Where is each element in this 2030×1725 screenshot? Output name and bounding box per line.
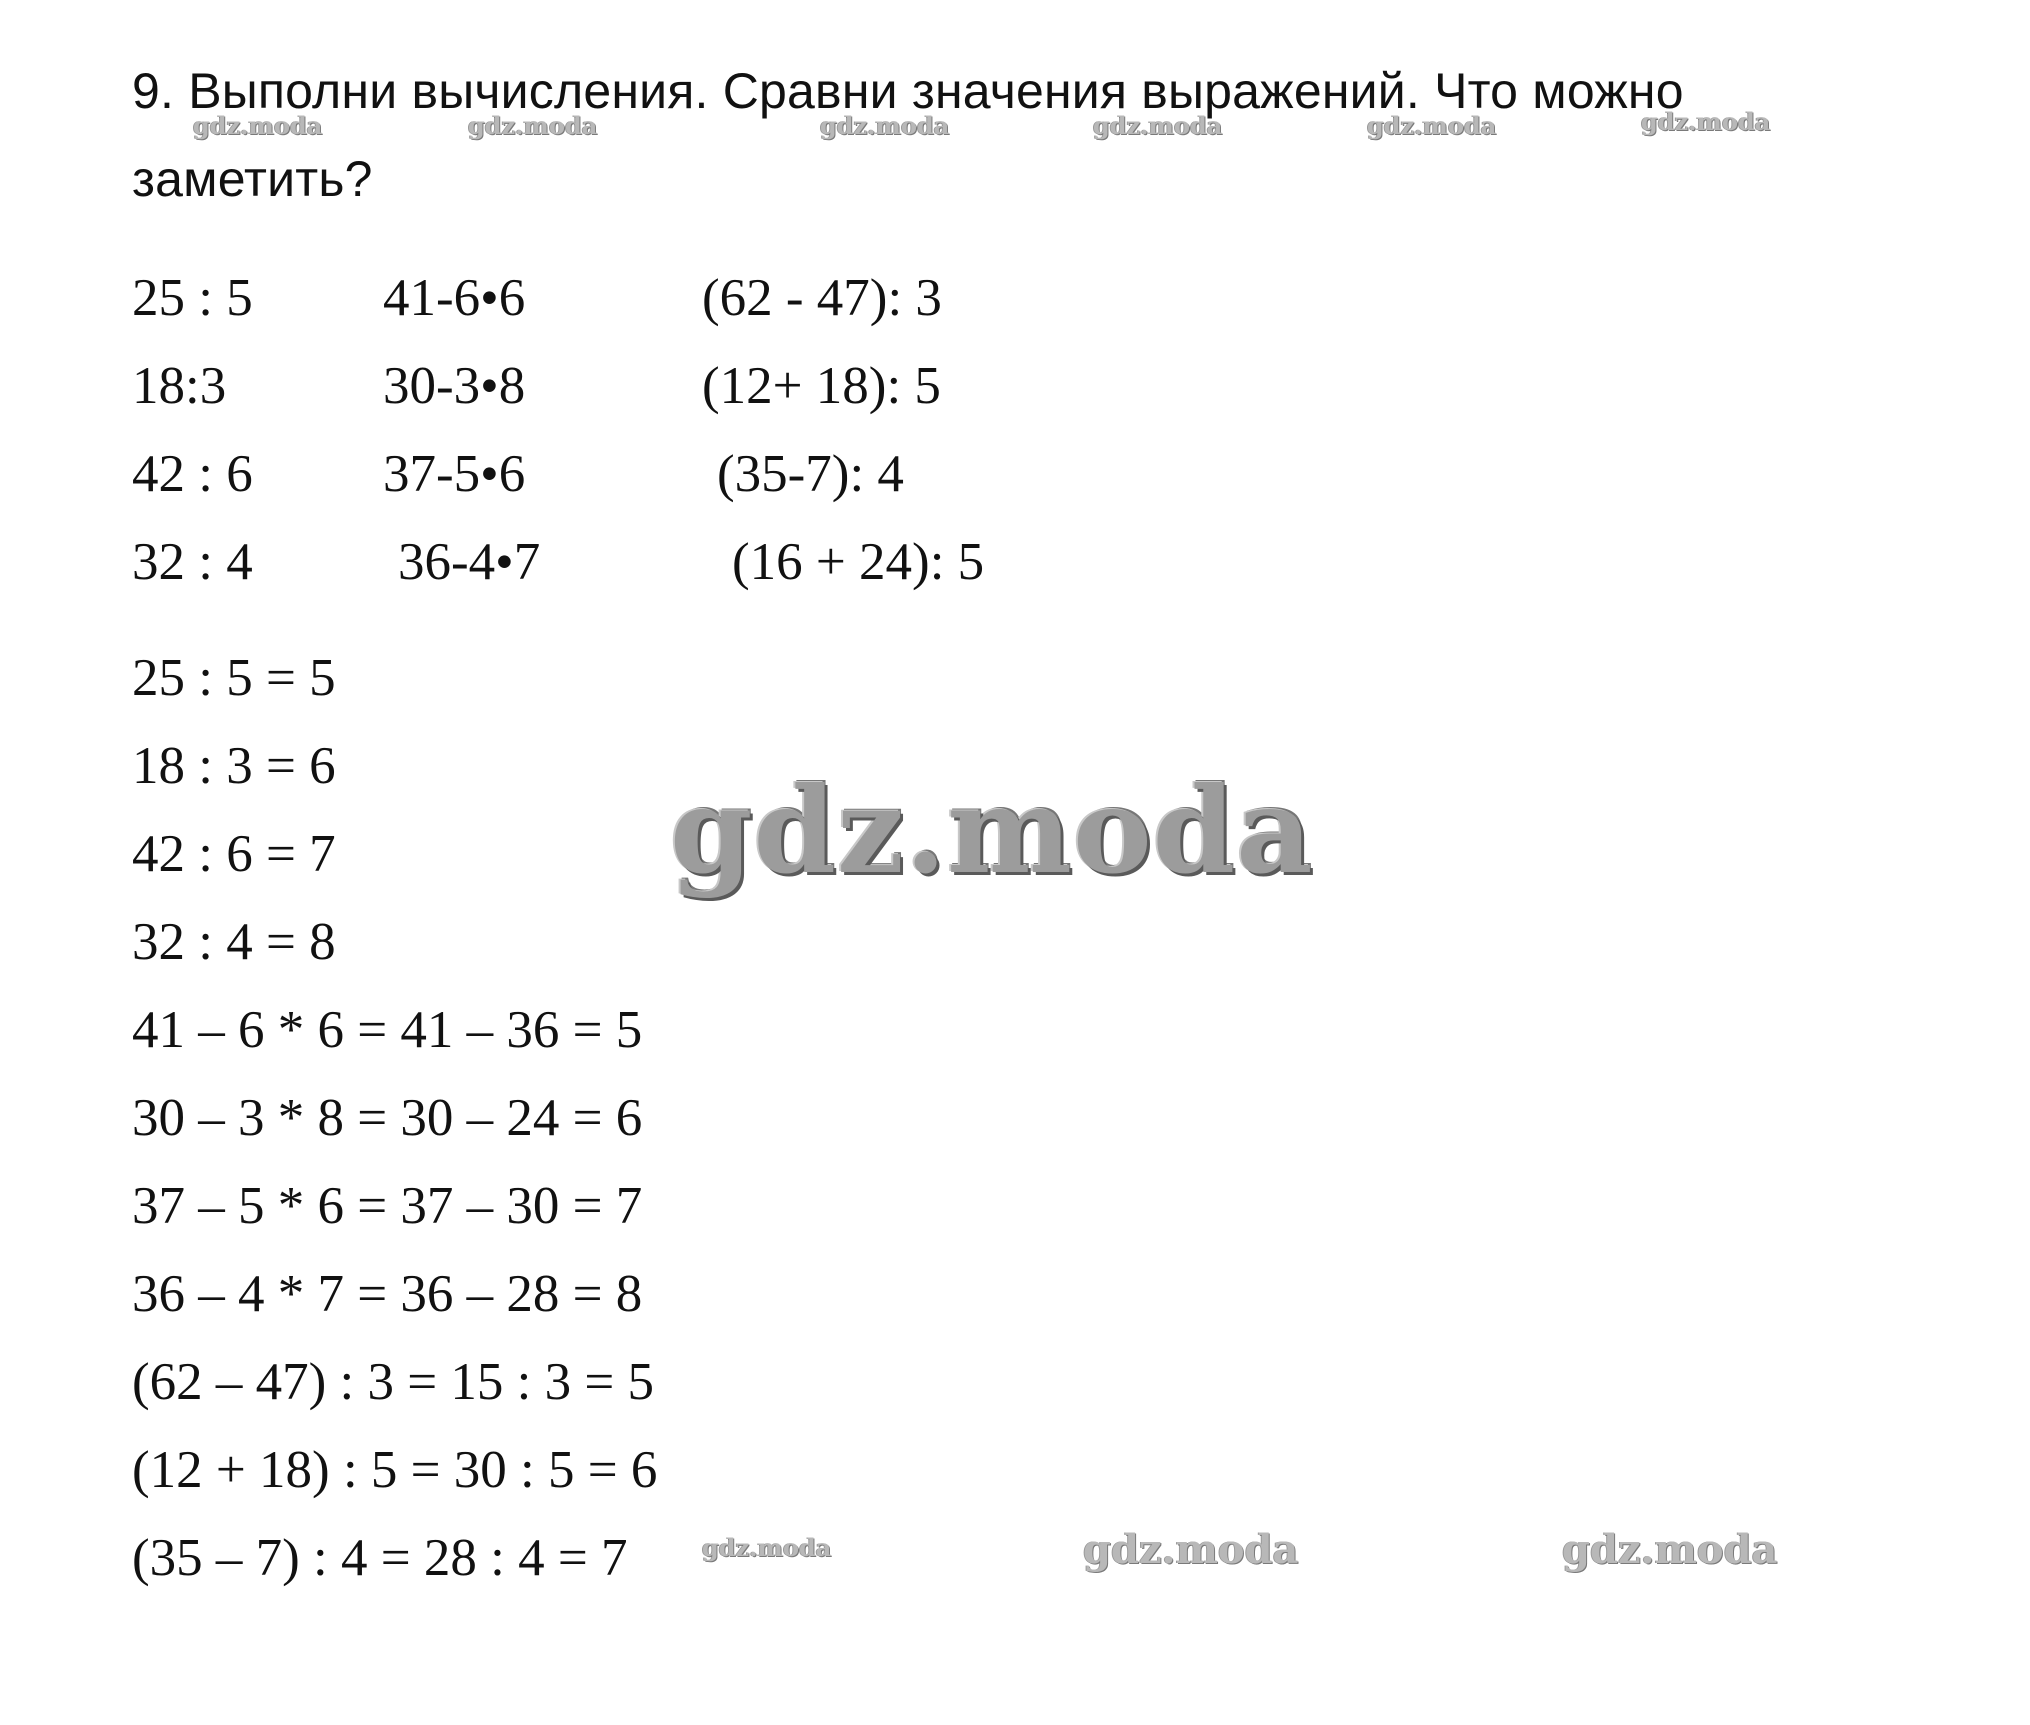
watermark-small: gdz.moda xyxy=(702,1533,832,1562)
watermark-small: gdz.moda xyxy=(820,111,950,140)
watermark-medium: gdz.moda xyxy=(1083,1526,1299,1573)
solution-line-5: 41 – 6 * 6 = 41 – 36 = 5 xyxy=(132,1001,643,1059)
solution-line-8: 36 – 4 * 7 = 36 – 28 = 8 xyxy=(132,1265,643,1323)
task-title-line-1: 9. Выполни вычисления. Сравни значения выражений. Что можно xyxy=(132,63,1684,119)
expression-col1-row2: 18:3 xyxy=(132,357,227,415)
watermark-large: gdz.moda xyxy=(670,761,1314,900)
expression-col2-row3: 37-5•6 xyxy=(383,445,526,503)
expression-col3-row1: (62 - 47): 3 xyxy=(702,269,942,327)
solution-line-11: (35 – 7) : 4 = 28 : 4 = 7 xyxy=(132,1529,628,1587)
solution-line-3: 42 : 6 = 7 xyxy=(132,825,336,883)
solution-line-4: 32 : 4 = 8 xyxy=(132,913,336,971)
solution-line-10: (12 + 18) : 5 = 30 : 5 = 6 xyxy=(132,1441,658,1499)
expression-col3-row3: (35-7): 4 xyxy=(717,445,904,503)
expression-col2-row1: 41-6•6 xyxy=(383,269,526,327)
expression-col1-row1: 25 : 5 xyxy=(132,269,253,327)
watermark-small: gdz.moda xyxy=(1367,111,1497,140)
expression-col3-row2: (12+ 18): 5 xyxy=(702,357,941,415)
watermark-medium: gdz.moda xyxy=(1562,1526,1778,1573)
watermark-small: gdz.moda xyxy=(1641,107,1771,136)
watermark-small: gdz.moda xyxy=(193,111,323,140)
expression-col2-row4: 36-4•7 xyxy=(398,533,541,591)
watermark-small: gdz.moda xyxy=(1093,111,1223,140)
expression-col1-row3: 42 : 6 xyxy=(132,445,253,503)
solution-line-7: 37 – 5 * 6 = 37 – 30 = 7 xyxy=(132,1177,643,1235)
task-title-line-2: заметить? xyxy=(132,151,373,207)
expression-col1-row4: 32 : 4 xyxy=(132,533,253,591)
watermark-small: gdz.moda xyxy=(468,111,598,140)
expression-col2-row2: 30-3•8 xyxy=(383,357,526,415)
solution-line-2: 18 : 3 = 6 xyxy=(132,737,336,795)
solution-line-9: (62 – 47) : 3 = 15 : 3 = 5 xyxy=(132,1353,655,1411)
solution-line-1: 25 : 5 = 5 xyxy=(132,649,336,707)
solution-line-6: 30 – 3 * 8 = 30 – 24 = 6 xyxy=(132,1089,643,1147)
expression-col3-row4: (16 + 24): 5 xyxy=(732,533,985,591)
